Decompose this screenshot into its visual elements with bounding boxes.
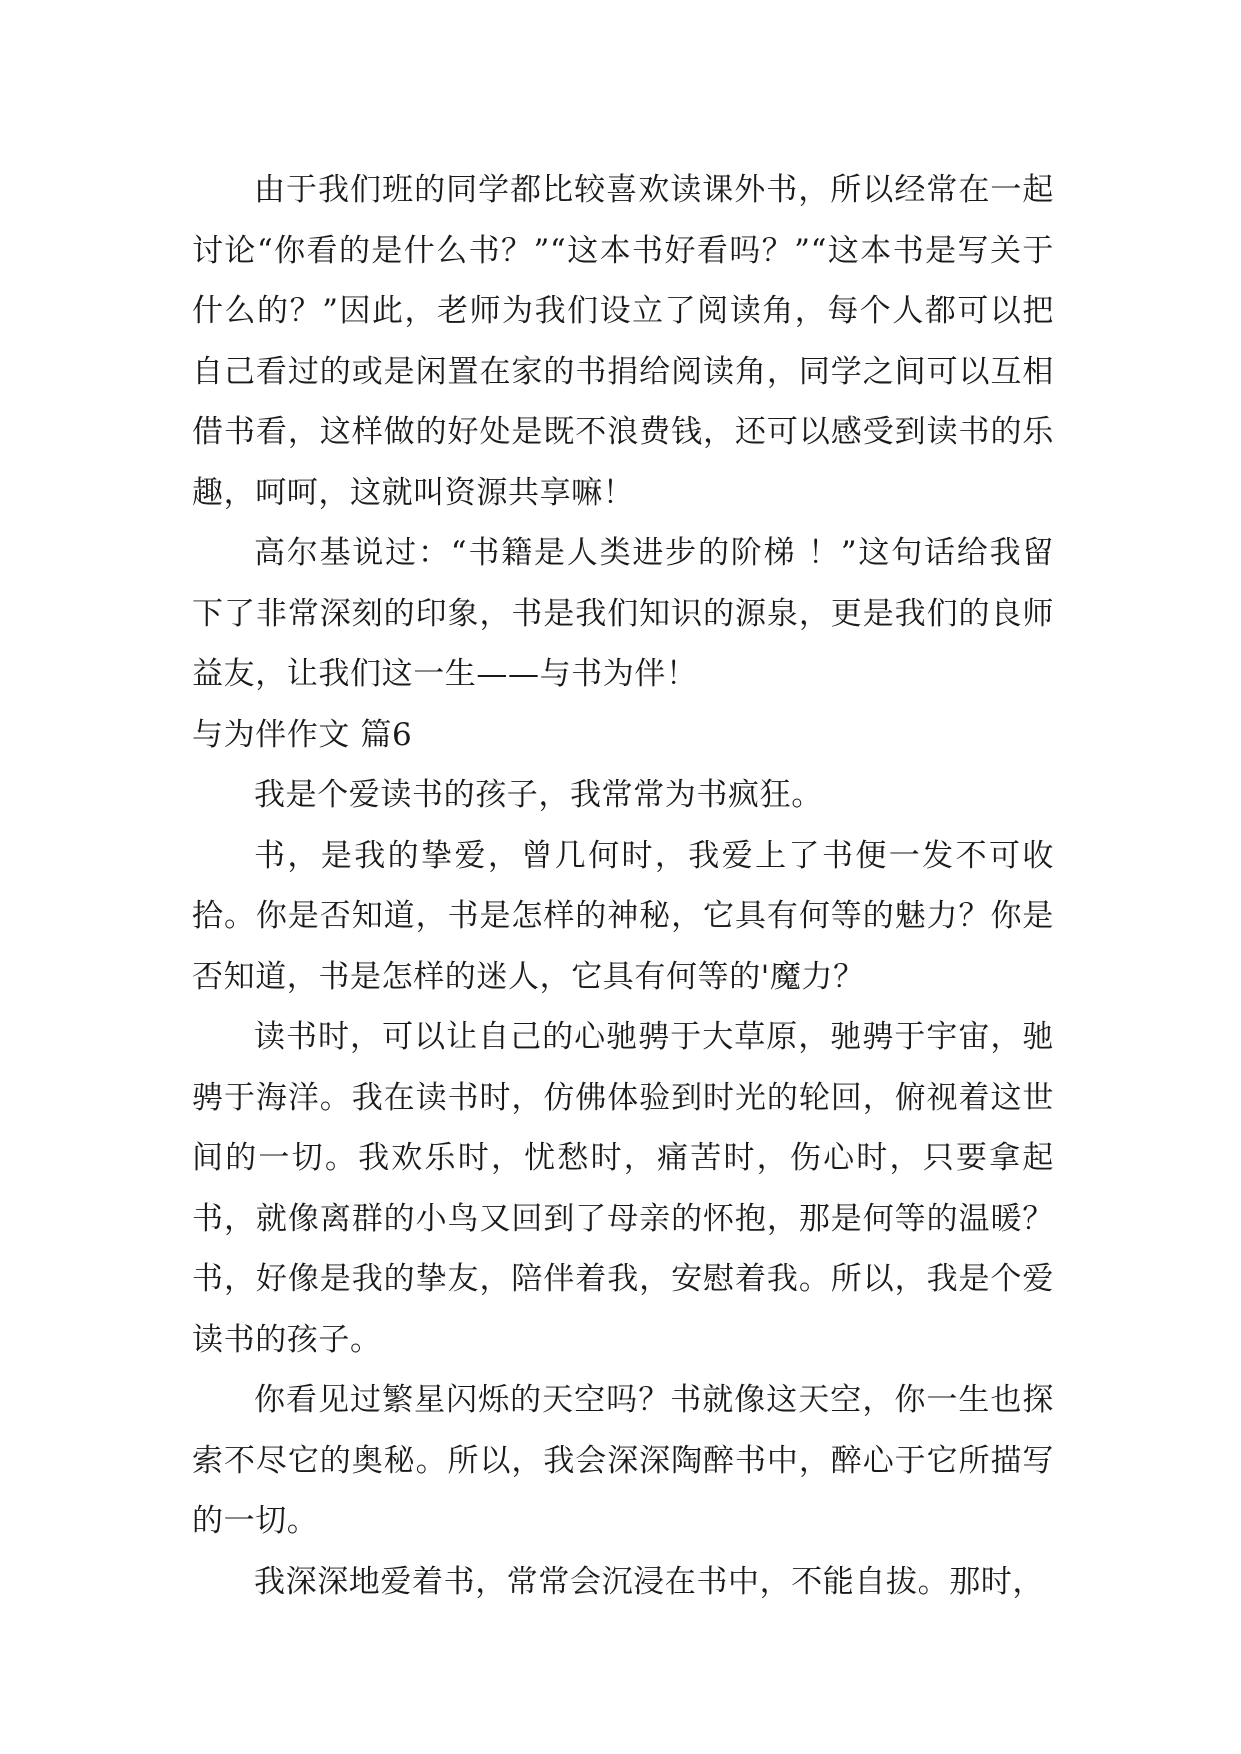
section-heading: 与为伴作文 篇6 [192,716,413,753]
paragraph-reading-experience: 读书时，可以让自己的心驰骋于大草原，驰骋于宇宙，驰骋于海洋。我在读书时，仿佛体验到时光的轮回，俯视着这世间的一切。我欢乐时，忧愁时，痛苦时，伤心时，只要拿起书，就像离群的小鸟又回到了母亲的怀抱，那是何等的温暖？书，好像是我的挚友，陪伴着我，安慰着我。所以，我是个爱读书的孩子。 [192,1019,1054,1358]
document-body [192,160,1054,1612]
paragraph-immersed: 我深深地爱着书，常常会沉浸在书中，不能自拔。那时， [254,1563,1044,1600]
paragraph-intro: 我是个爱读书的孩子，我常常为书疯狂。 [254,777,823,813]
paragraph-gorky-quote: 高尔基说过：“书籍是人类进步的阶梯 ！”这句话给我留下了非常深刻的印象，书是我们知识的源泉，更是我们的良师益友，让我们这一生——与书为伴！ [192,535,1054,692]
paragraph-starry-sky: 你看见过繁星闪烁的天空吗？书就像这天空，你一生也探索不尽它的奥秘。所以，我会深深陶醉书中，醉心于它所描写的一切。 [192,1382,1054,1539]
paragraph-book-charm: 书，是我的挚爱，曾几何时，我爱上了书便一发不可收拾。你是否知道，书是怎样的神秘，它具有何等的魅力？你是否知道，书是怎样的迷人，它具有何等的'魔力？ [192,837,1054,995]
paragraph-reading-corner: 由于我们班的同学都比较喜欢读课外书，所以经常在一起讨论“你看的是什么书？”“这本书好看吗？”“这本书是写关于什么的？”因此，老师为我们设立了阅读角，每个人都可以把自己看过的或是闲置在家的书捐给阅读角，同学之间可以互相借书看，这样做的好处是既不浪费钱，还可以感受到读书的乐趣，呵呵，这就叫资源共享嘛！ [192,172,1054,511]
